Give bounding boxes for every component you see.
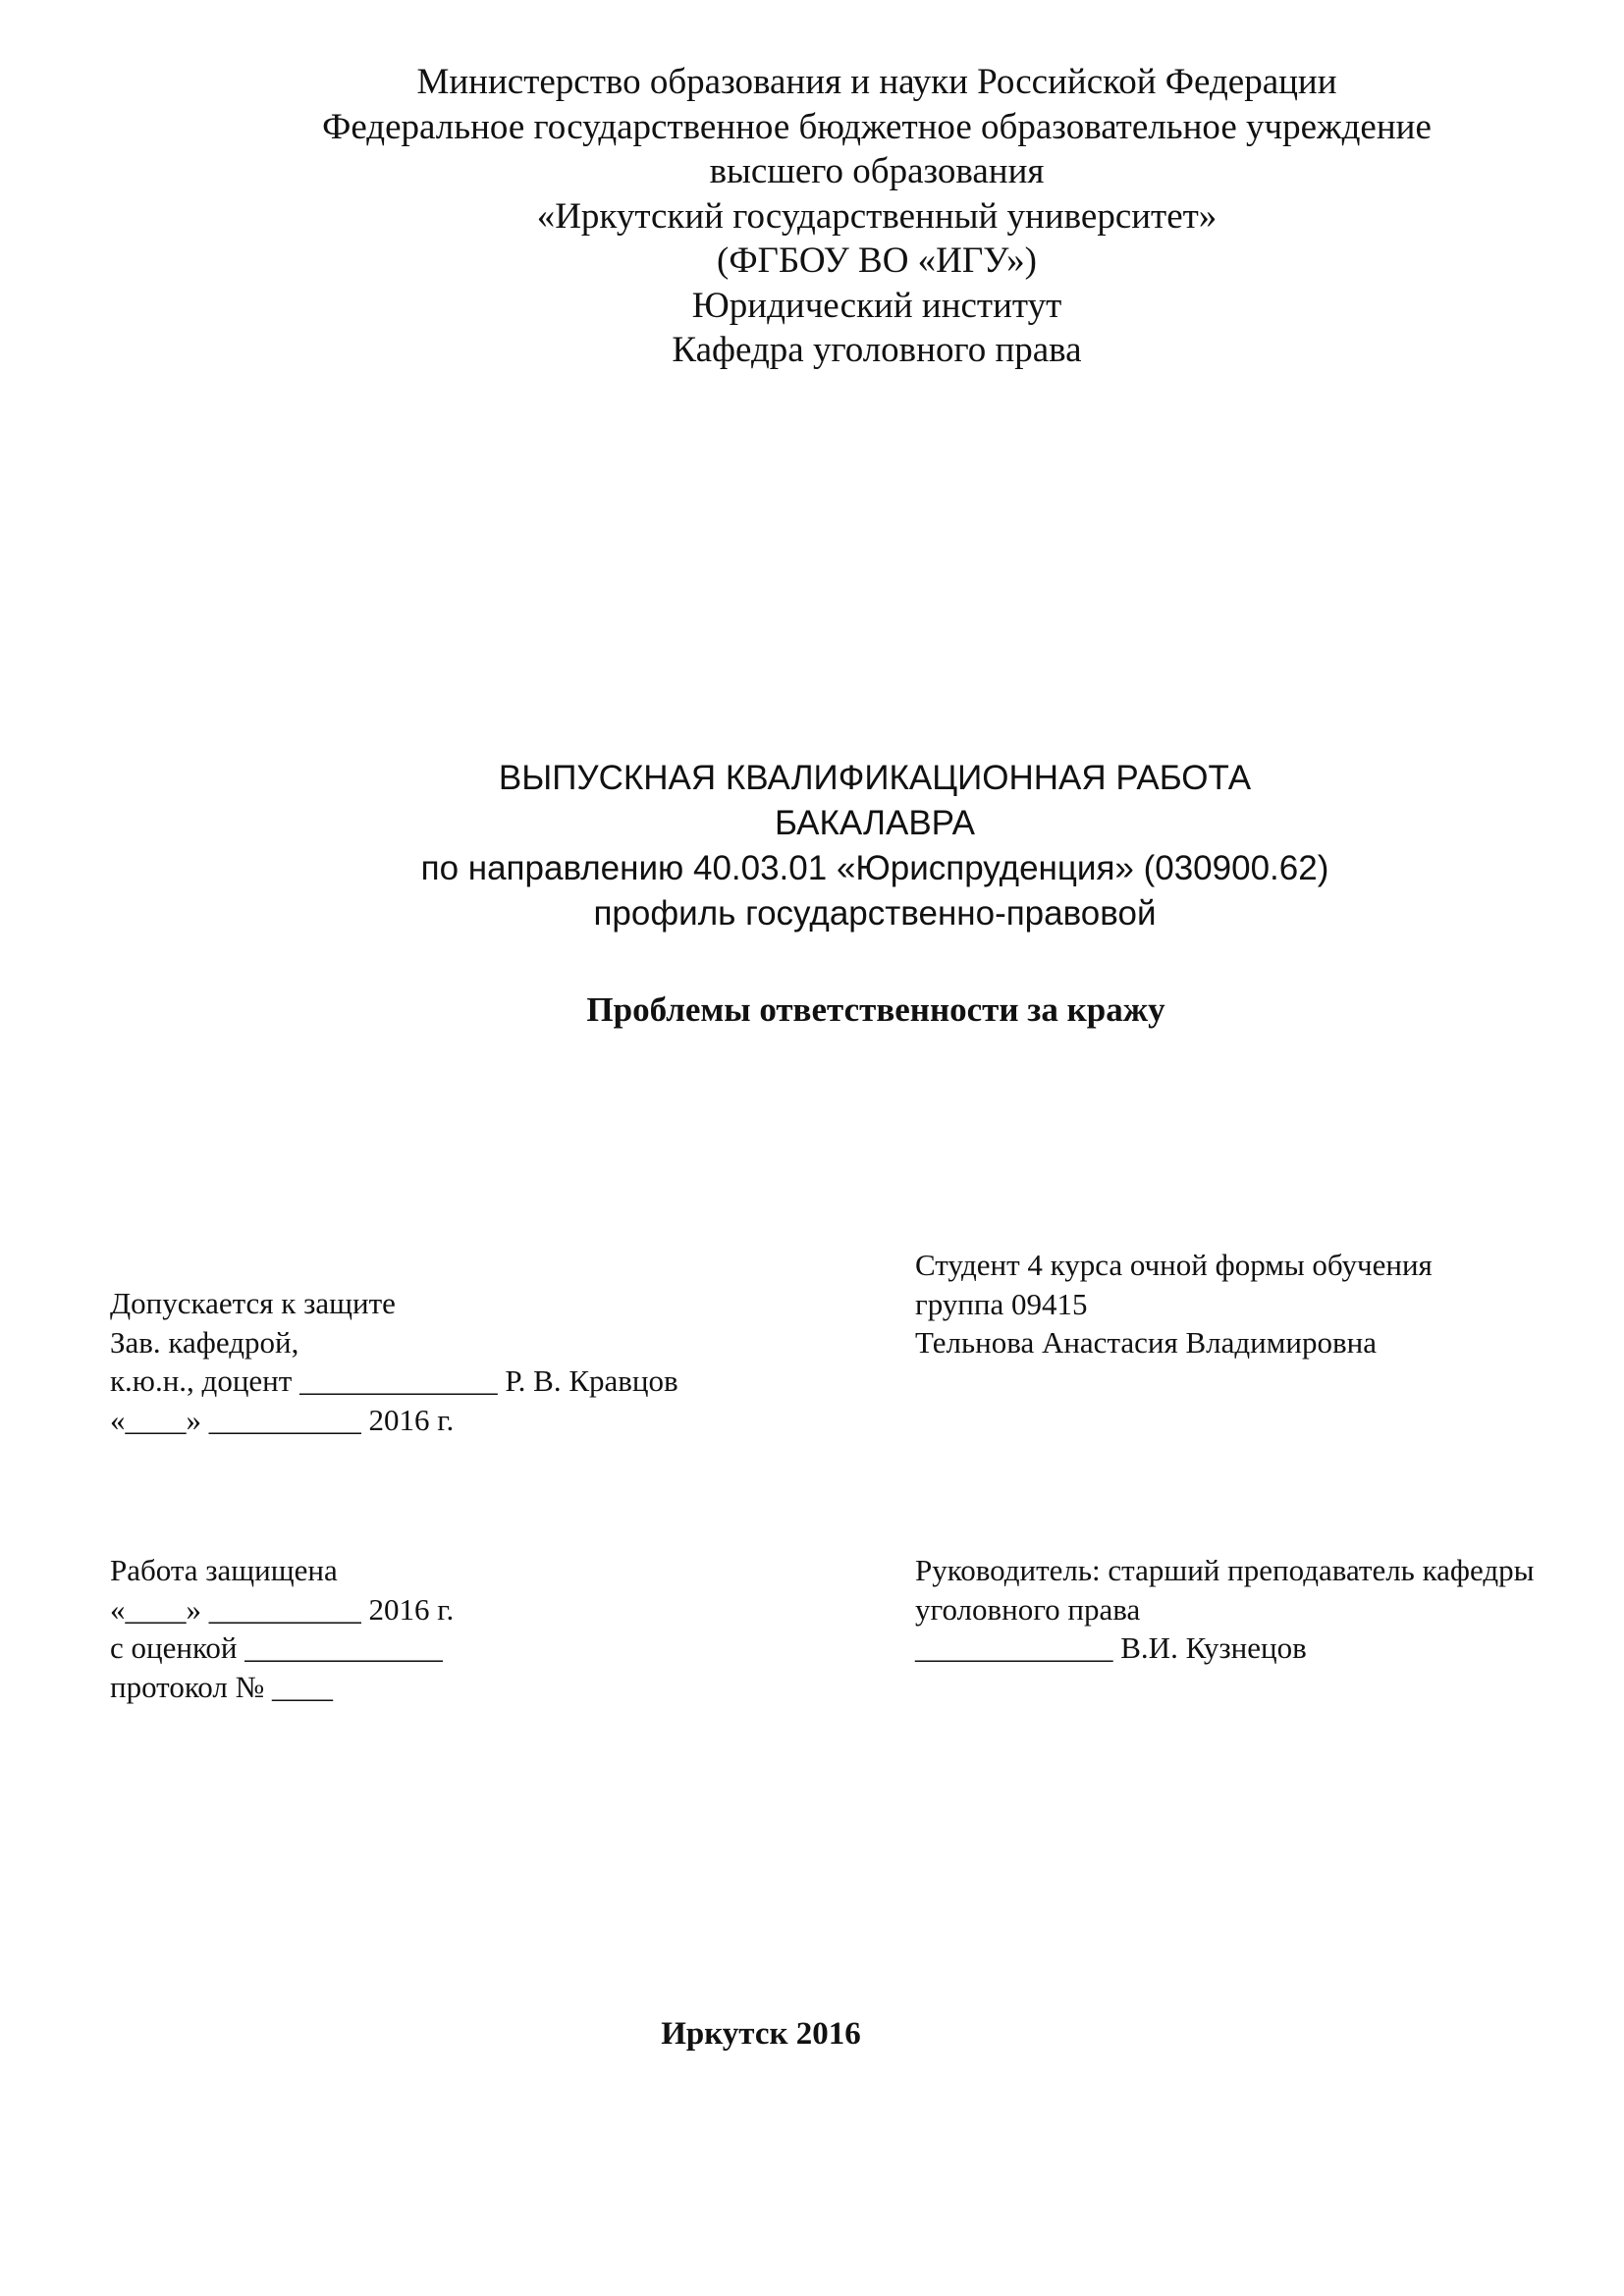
department-line: Кафедра уголовного права [672,330,1082,370]
supervisor-department-line: уголовного права [915,1591,1141,1627]
defense-date-line: «____» __________ 2016 г. [110,1591,455,1627]
approval-block [110,1284,678,1439]
student-block [915,1246,1433,1362]
education-level-line: высшего образования [709,151,1045,191]
defense-block [110,1551,454,1706]
student-name-line: Тельнова Анастасия Владимировна [915,1325,1377,1360]
student-course-line: Студент 4 курса очной формы обучения [915,1248,1433,1282]
approval-heading: Допускается к защите [110,1286,396,1320]
thesis-profile: профиль государственно-правовой [593,894,1157,933]
thesis-direction: по направлению 40.03.01 «Юриспруденция» (030900.62) [420,849,1329,887]
institute-line: Юридический институт [691,285,1062,326]
institution-type-line: Федеральное государственное бюджетное образовательное учреждение [322,106,1432,147]
defense-protocol-line: протокол № ____ [110,1669,333,1704]
city-year: Иркутск 2016 [661,2016,861,2052]
thesis-type-line-2: БАКАЛАВРА [774,804,976,842]
thesis-type-block [0,756,1624,936]
approval-date-line: «____» __________ 2016 г. [110,1402,455,1437]
student-group-line: группа 09415 [915,1286,1088,1321]
university-abbreviation-line: (ФГБОУ ВО «ИГУ») [717,240,1037,281]
thesis-title: Проблемы ответственности за кражу [586,990,1165,1029]
ministry-line: Министерство образования и науки Российской Федерации [416,62,1337,102]
supervisor-signature-line: _____________ В.И. Кузнецов [915,1630,1307,1665]
defense-heading: Работа защищена [110,1553,338,1587]
thesis-type-line-1: ВЫПУСКНАЯ КВАЛИФИКАЦИОННАЯ РАБОТА [498,759,1252,797]
defense-grade-line: с оценкой _____________ [110,1630,443,1665]
supervisor-block [915,1551,1534,1668]
university-name-line: «Иркутский государственный университет» [536,195,1218,237]
approval-signature-line: к.ю.н., доцент _____________ Р. В. Кравцов [110,1363,678,1398]
supervisor-title-line: Руководитель: старший преподаватель кафедры [915,1553,1535,1587]
approval-head-of-department: Зав. кафедрой, [110,1324,299,1360]
institution-header [0,60,1624,373]
